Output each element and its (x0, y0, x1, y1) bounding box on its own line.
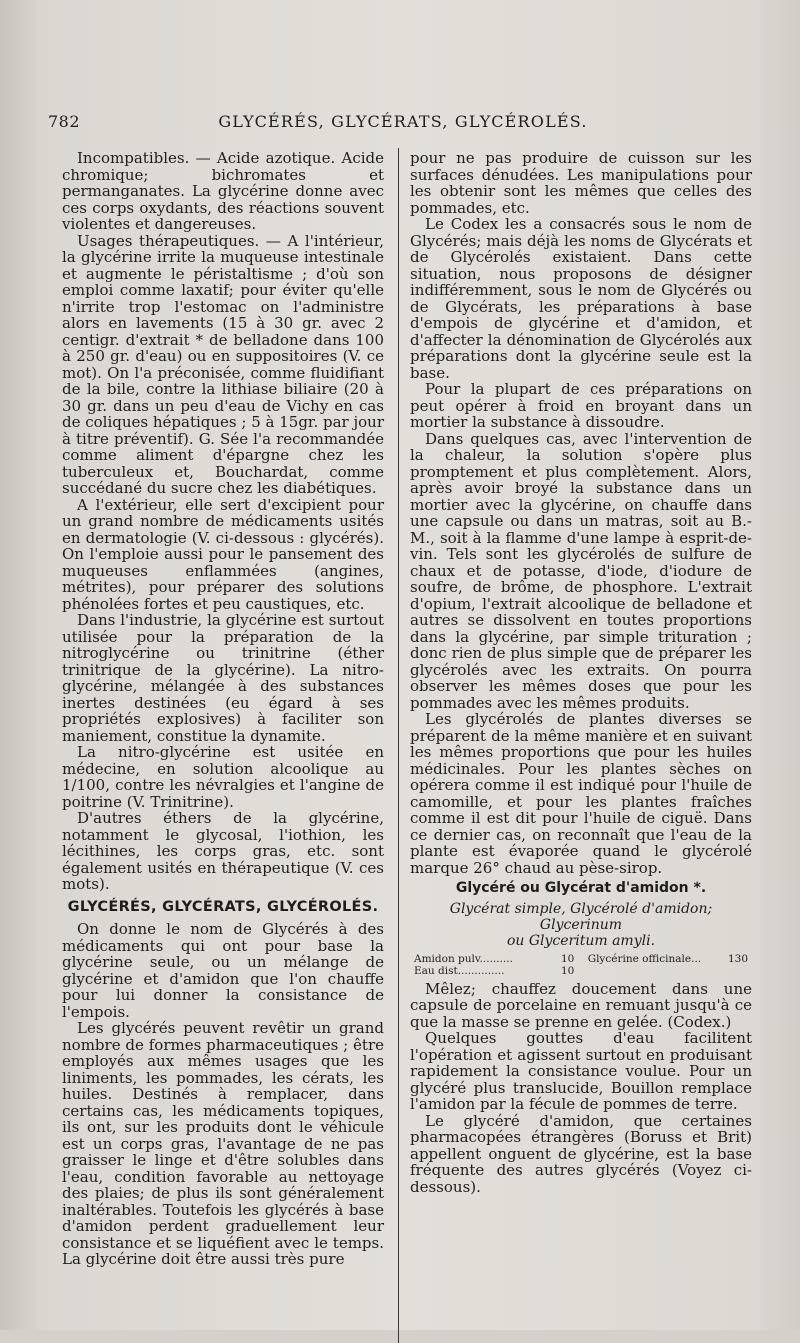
paragraph-plantes: Les glycérolés de plantes diverses se préparent de la même manière et en suivant les mêmes proportions que pour les huiles médicinales. Pour les plantes sèches on opérera comme il est indiqué pour l'huile de camomille, et pour les plantes fraîches comme il est dit pour l'huile de ciguë. Dans ce dernier cas, on reconnaît que l'eau de la plante est évaporée quand le glycérolé marque 26° chaud au pèse-sirop. (410, 710, 752, 877)
ingredient-qty: 10 (560, 952, 575, 965)
formula-row (414, 953, 574, 965)
ingredient-name: Glycérine officinale... (587, 952, 702, 965)
paragraph-incompatibles: Incompatibles. — Acide azotique. Acide chromique; bichromates et permanganates. La glycérine donne avec ces corps oxydants, des réactions souvent violentes et dangereuses. (62, 149, 384, 233)
paragraph-pharmacopees: Le glycéré d'amidon, que certaines pharmacopées étrangères (Boruss et Brit) appellent onguent de glycérine, est la base fréquente des autres glycérés (Voyez ci-dessous). (410, 1111, 752, 1196)
left-column (62, 150, 384, 1268)
paragraph-exterieur: A l'extérieur, elle sert d'excipient pour un grand nombre de médicaments usités en dermatologie (V. ci-dessous : glycérés). On l'emploie aussi pour le pansement des muqueuses enflammées (angines, métrites), pour préparer des solutions phénolées fortes et peu caustiques, etc. (62, 495, 384, 613)
paragraph-industrie: Dans l'industrie, la glycérine est surtout utilisée pour la préparation de la nitroglycérine ou trinitrine (éther trinitrique de la glycérine). La nitro-glycérine, mélangée à des substances inertes destinées (eu égard à ses propriétés explosives) à faciliter son maniement, constitue la dynamite. (62, 611, 384, 745)
paragraph-codex: Le Codex les a consacrés sous le nom de Glycérés; mais déjà les noms de Glycérats et de Glycérolés existaient. Dans cette situation, nous proposons de désigner indifféremment, sous le nom de Glycérés ou de Glycérats, les préparations à base d'empois de glycérine et d'amidon, et d'affecter la dénomination de Glycérolés aux préparations dont la glycérine seule est la base. (410, 215, 752, 382)
ingredient-name: Eau dist.............. (414, 964, 505, 977)
ingredient-qty: 10 (560, 964, 575, 977)
formula-row (414, 965, 574, 977)
paragraph-gouttes: Quelques gouttes d'eau facilitent l'opération et agissent surtout en produisant rapidement la consistance voulue. Pour un glycéré plus translucide, Bouillon remplace l'amidon par la fécule de pommes de terre. (410, 1029, 752, 1113)
page-number: 782 (48, 112, 81, 131)
column-rule (398, 148, 399, 1343)
paragraph-formes: Les glycérés peuvent revêtir un grand nombre de formes pharmaceutiques ; être employés aux mêmes usages que les liniments, les pommades, les cérats, les huiles. Destinés à remplacer, dans certains cas, les médicaments topiques, ils ont, sur les produits dont le véhicule est un corps gras, l'avantage de ne pas graisser le linge et d'être solubles dans l'eau, condition favorable au nettoyage des plaies; de plus ils sont généralement inaltérables. Toutefois les glycérés à base d'amidon perdent graduellement leur consistance et se liquéfient avec le temps. La glycérine doit être aussi très pure (62, 1019, 384, 1268)
paragraph-ethers: D'autres éthers de la glycérine, notamment le glycosal, l'iothion, les lécithines, les corps gras, etc. sont également usités en thérapeutique (V. ces mots). (62, 809, 384, 893)
subsection-heading: Glycéré ou Glycérat d'amidon *. (455, 880, 707, 896)
running-head (48, 112, 758, 134)
right-column (410, 150, 752, 1195)
synonyms-line-1: Glycérat simple, Glycérolé d'amidon; Glycerinum (449, 900, 713, 933)
paragraph-froid: Pour la plupart de ces préparations on peut opérer à froid en broyant dans un mortier la substance à dissoudre. (410, 380, 752, 431)
formula-row (588, 953, 748, 965)
paragraph-chaleur: Dans quelques cas, avec l'intervention de la chaleur, la solution s'opère plus promptement et plus complètement. Alors, après avoir broyé la substance dans un mortier avec la glycérine, on chauffe dans une capsule ou dans un matras, soit au B.-M., soit à la flamme d'une lampe à esprit-de-vin. Tels sont les glycérolés de sulfure de chaux et de potasse, d'iode, d'iodure de soufre, de brôme, de phosphore. L'extrait d'opium, l'extrait alcoolique de belladone et autres se dissolvent en toutes proportions dans la glycérine, par simple trituration ; donc rien de plus simple que de préparer les glycérolés avec les extraits. On pourra observer les mêmes doses que pour les pommades avec les mêmes produits. (410, 429, 752, 712)
paragraph-nitroglycerine: La nitro-glycérine est usitée en médecine, en solution alcoolique au 1/100, contre les névralgies et l'angine de poitrine (V. Trinitrine). (62, 743, 384, 811)
running-title: GLYCÉRÉS, GLYCÉRATS, GLYCÉROLÉS. (218, 112, 588, 131)
formula-table (414, 953, 748, 977)
ingredient-qty: 130 (727, 952, 748, 965)
paragraph-definition: On donne le nom de Glycérés à des médicaments qui ont pour base la glycérine seule, ou un mélange de glycérine et d'amidon que l'on chauffe pour lui donner la consistance de l'empois. (62, 920, 384, 1021)
paragraph-continuation: pour ne pas produire de cuisson sur les surfaces dénudées. Les manipulations pour les obtenir sont les mêmes que celles des pommades, etc. (410, 149, 752, 217)
ingredient-name: Amidon pulv.......... (414, 952, 513, 965)
synonyms-line-2: ou Glyceritum amyli. (506, 932, 656, 949)
paragraph-melez: Mêlez; chauffez doucement dans une capsule de porcelaine en remuant jusqu'à ce que la masse se prenne en gelée. (Codex.) (410, 979, 752, 1031)
section-heading: GLYCÉRÉS, GLYCÉRATS, GLYCÉROLÉS. (67, 898, 379, 915)
paragraph-usages: Usages thérapeutiques. — A l'intérieur, la glycérine irrite la muqueuse intestinale et augmente le péristaltisme ; d'où son emploi comme laxatif; pour éviter qu'elle n'irrite trop l'estomac on l'administre alors en lavements (15 à 30 gr. avec 2 centigr. d'extrait * de belladone dans 100 à 250 gr. d'eau) ou en suppositoires (V. ce mot). On l'a préconisée, comme fluidifiant de la bile, contre la lithiase biliaire (20 à 30 gr. dans un peu d'eau de Vichy en cas de coliques hépatiques ; 5 à 15gr. par jour à titre préventif). G. Sée l'a recommandée comme aliment d'épargne chez les tuberculeux et, Bouchardat, comme succédané du sucre chez les diabétiques. (62, 231, 384, 497)
